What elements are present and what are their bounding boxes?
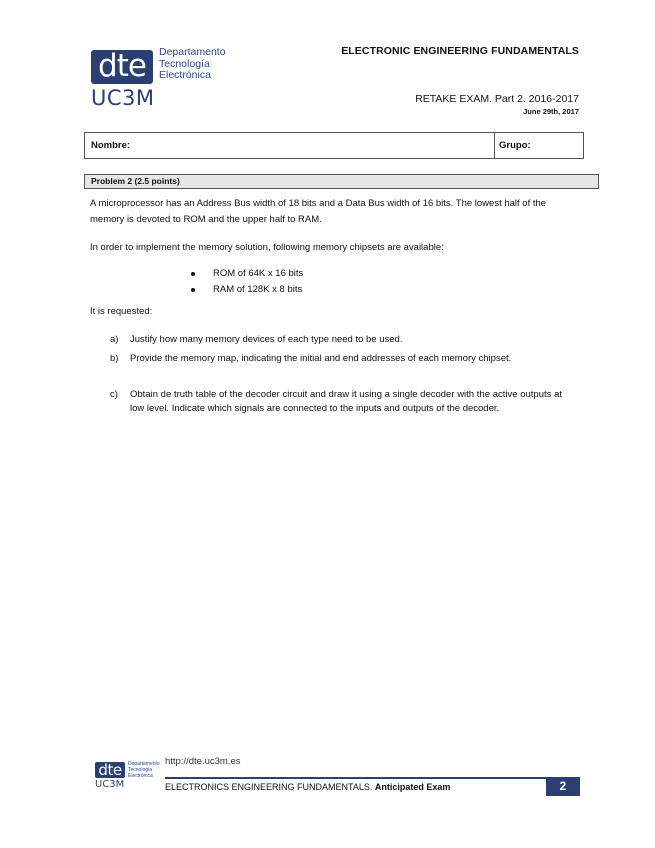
dept-line-1: Departamento xyxy=(159,46,226,58)
footer-rule xyxy=(165,777,580,779)
list-item: RAM of 128K x 8 bits xyxy=(190,282,303,298)
requirement-text: Justify how many memory devices of each type need to be used. xyxy=(130,334,403,345)
page-number: 2 xyxy=(546,777,580,796)
table-divider xyxy=(494,133,495,158)
exam-subtitle: RETAKE EXAM. Part 2. 2016-2017 xyxy=(415,93,579,105)
dte-logo: dte xyxy=(91,50,153,84)
nombre-label: Nombre: xyxy=(91,140,131,151)
footer-title xyxy=(165,782,450,792)
list-item: ROM of 64K x 16 bits xyxy=(190,266,303,282)
dept-line-2: Tecnología xyxy=(159,57,210,70)
footer-uc3m-logo: UC3M xyxy=(95,779,125,790)
requested-label: It is requested: xyxy=(90,306,153,317)
footer-title-main: ELECTRONICS ENGINEERING FUNDAMENTALS. xyxy=(165,782,373,792)
footer-department-name xyxy=(128,761,160,779)
footer-url-link[interactable]: http://dte.uc3m.es xyxy=(165,756,241,767)
uc3m-logo: UC3M xyxy=(91,86,155,110)
dept-line-3: Electrónica xyxy=(159,69,211,81)
chipset-list xyxy=(190,266,303,298)
requirement-label: c) xyxy=(110,389,118,400)
problem-paragraph-2: In order to implement the memory solution, following memory chipsets are available: xyxy=(90,242,444,253)
grupo-label: Grupo: xyxy=(499,140,531,151)
requirement-a xyxy=(110,333,562,347)
problem-heading: Problem 2 (2.5 points) xyxy=(84,174,599,189)
footer-dept-line-1: Departamento xyxy=(128,761,160,767)
requirement-b xyxy=(110,352,562,366)
exam-date: June 29th, 2017 xyxy=(523,107,579,116)
footer-dept-line-2: Tecnología xyxy=(128,767,153,773)
requirement-text: Obtain de truth table of the decoder circuit and draw it using a single decoder with the active outputs at low level. Indicate which signals are connected to the inputs and outputs of the decoder. xyxy=(130,389,562,414)
requirement-label: a) xyxy=(110,334,119,345)
footer-dept-line-3: Electrónica xyxy=(128,773,153,779)
course-title: ELECTRONIC ENGINEERING FUNDAMENTALS xyxy=(341,45,579,57)
student-info-table xyxy=(84,132,584,159)
footer-dte-logo: dte xyxy=(95,762,125,778)
requirement-label: b) xyxy=(110,353,119,364)
requirement-text: Provide the memory map, indicating the initial and end addresses of each memory chipset. xyxy=(130,353,512,364)
requirement-c xyxy=(110,388,562,416)
problem-paragraph-1: A microprocessor has an Address Bus width of 18 bits and a Data Bus width of 16 bits. The lowest half of the memory is devoted to ROM and the upper half to RAM. xyxy=(90,198,547,225)
bullet-icon xyxy=(191,272,195,276)
department-name xyxy=(159,47,226,82)
footer-title-bold: Anticipated Exam xyxy=(374,782,451,792)
bullet-icon xyxy=(191,288,195,292)
